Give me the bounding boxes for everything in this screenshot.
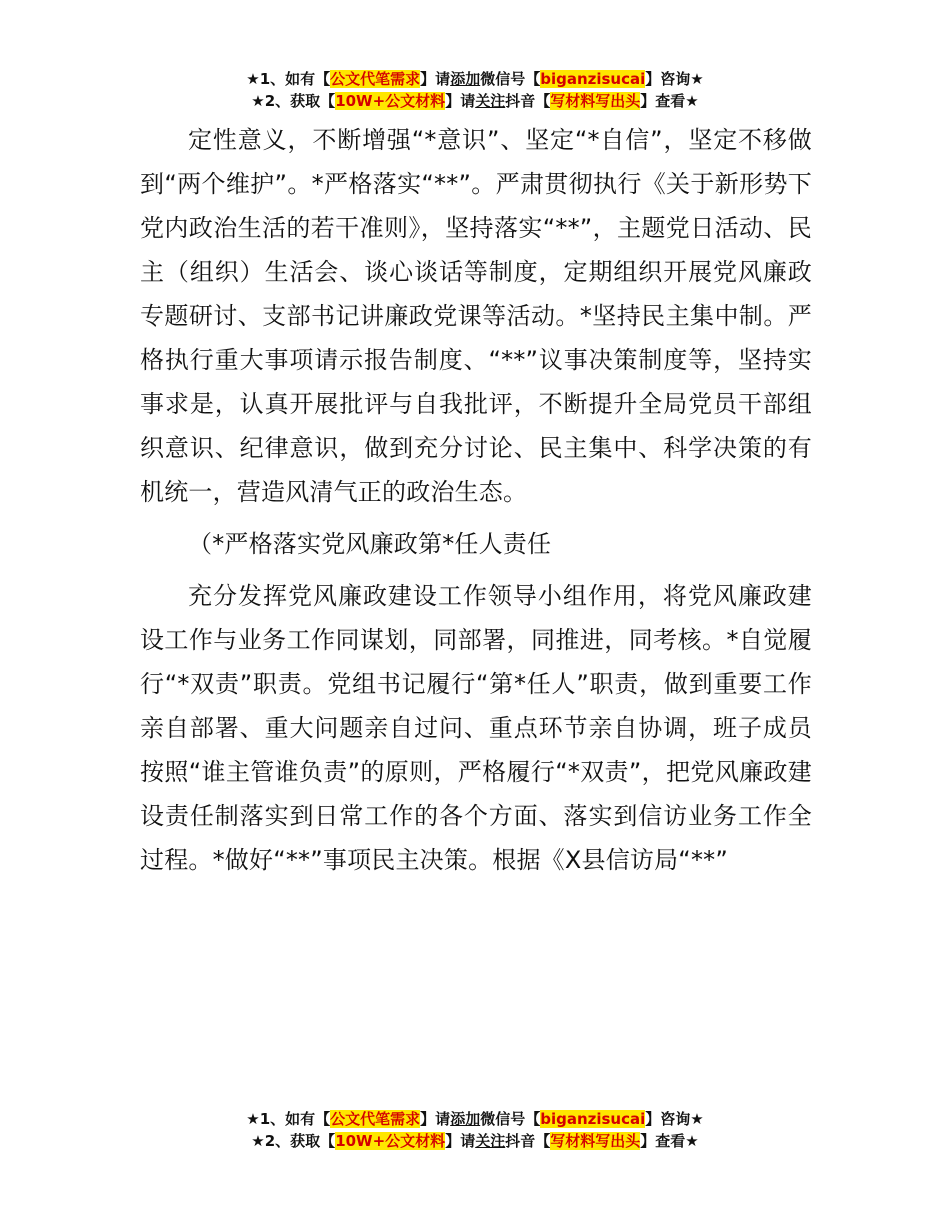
header-banner [0, 68, 950, 112]
banner-text: 】咨询★ [645, 70, 704, 88]
banner-text: 抖音【 [505, 92, 551, 110]
highlight-wechat-id: biganzisucai [540, 70, 646, 88]
banner-text: ★1、如有【 [246, 1110, 331, 1128]
section-heading: （*严格落实党风廉政第*任人责任 [188, 530, 552, 558]
highlight-service: 公文代笔需求 [330, 70, 421, 88]
highlight-materials: 10W+公文材料 [335, 1132, 446, 1150]
banner-underlined: 关注 [475, 1132, 506, 1150]
banner-text: ★1、如有【 [246, 70, 331, 88]
paragraph-1: 定性意义，不断增强“*意识”、坚定“*自信”，坚定不移做到“两个维护”。*严格落实“**”。严肃贯彻执行《关于新形势下党内政治生活的若干准则》，坚持落实“**”，主题党日活动、民主（组织）生活会、谈心谈话等制度，定期组织开展党风廉政专题研讨、支部书记讲廉政党课等活动。*坚持民主集中制。严格执行重大事项请示报告制度、“**”议事决策制度等，坚持实事求是，认真开展批评与自我批评，不断提升全局党员干部组织意识、纪律意识，做到充分讨论、民主集中、科学决策的有机统一，营造风清气正的政治生态。 [140, 126, 812, 506]
banner-underlined: 关注 [475, 92, 506, 110]
document-body [140, 118, 812, 882]
banner-text: 】请 [445, 1132, 476, 1150]
highlight-douyin: 写材料写出头 [550, 92, 641, 110]
banner-line-1 [0, 1108, 950, 1130]
banner-text: 微信号【 [480, 1110, 541, 1128]
banner-text: 】请 [420, 70, 451, 88]
banner-line-2 [0, 1130, 950, 1152]
banner-text: 】请 [445, 92, 476, 110]
banner-line-2 [0, 90, 950, 112]
banner-underlined: 添加 [450, 70, 481, 88]
banner-text: 】请 [420, 1110, 451, 1128]
highlight-douyin: 写材料写出头 [550, 1132, 641, 1150]
highlight-materials: 10W+公文材料 [335, 92, 446, 110]
banner-text: 微信号【 [480, 70, 541, 88]
banner-text: 】查看★ [640, 1132, 699, 1150]
banner-text: 】查看★ [640, 92, 699, 110]
paragraph-2: 充分发挥党风廉政建设工作领导小组作用，将党风廉政建设工作与业务工作同谋划，同部署，同推进，同考核。*自觉履行“*双责”职责。党组书记履行“第*任人”职责，做到重要工作亲自部署、重大问题亲自过问、重点环节亲自协调，班子成员按照“谁主管谁负责”的原则，严格履行“*双责”，把党风廉政建设责任制落实到日常工作的各个方面、落实到信访业务工作全过程。*做好“**”事项民主决策。根据《X县信访局“**” [140, 582, 812, 874]
banner-underlined: 添加 [450, 1110, 481, 1128]
banner-text: ★2、获取【 [251, 92, 336, 110]
highlight-wechat-id: biganzisucai [540, 1110, 646, 1128]
highlight-service: 公文代笔需求 [330, 1110, 421, 1128]
banner-text: ★2、获取【 [251, 1132, 336, 1150]
banner-text: 抖音【 [505, 1132, 551, 1150]
banner-text: 】咨询★ [645, 1110, 704, 1128]
footer-banner [0, 1108, 950, 1152]
banner-line-1 [0, 68, 950, 90]
